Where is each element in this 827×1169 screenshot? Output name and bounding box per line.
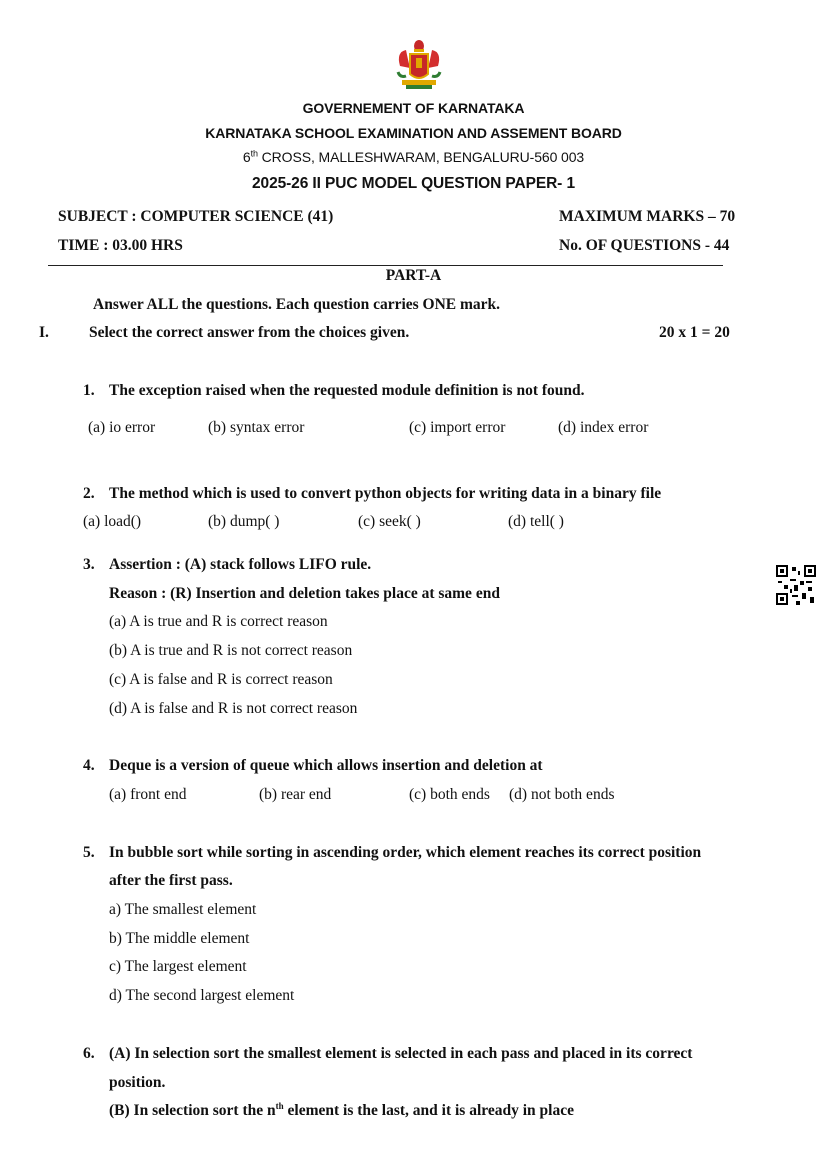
header-line-1: GOVERNEMENT OF KARNATAKA xyxy=(302,100,525,116)
option: (c) both ends xyxy=(409,786,490,803)
option: (a) io error xyxy=(88,419,156,436)
option: b) The middle element xyxy=(109,930,250,947)
question-number: 2. xyxy=(83,485,95,502)
header-line-2: KARNATAKA SCHOOL EXAMINATION AND ASSEMENT BOARD xyxy=(205,125,622,141)
qr-code-icon xyxy=(776,565,816,605)
option: (c) seek( ) xyxy=(358,513,421,530)
section-number: I. xyxy=(39,324,49,341)
option: (a) front end xyxy=(109,786,187,803)
option: (b) rear end xyxy=(259,786,332,803)
num-questions: No. OF QUESTIONS - 44 xyxy=(559,237,730,254)
question-number: 3. xyxy=(83,556,95,573)
question-number: 5. xyxy=(83,844,95,861)
option: (b) syntax error xyxy=(208,419,305,436)
max-marks: MAXIMUM MARKS – 70 xyxy=(559,208,736,225)
subject: SUBJECT : COMPUTER SCIENCE (41) xyxy=(58,208,334,225)
question-text-b: (B) In selection sort the $n^{th}$ element is the last, and it is already in place xyxy=(109,1100,574,1119)
option: (a) load() xyxy=(83,513,142,530)
question-text: The exception raised when the requested module definition is not found. xyxy=(109,382,585,399)
option: (d) A is false and R is not correct reason xyxy=(109,700,358,717)
divider xyxy=(48,265,723,266)
reason-text: Reason : (R) Insertion and deletion takes place at same end xyxy=(109,585,500,602)
option: (a) A is true and R is correct reason xyxy=(109,613,328,630)
option: (b) dump( ) xyxy=(208,513,280,530)
option: (c) A is false and R is correct reason xyxy=(109,671,333,688)
option: (d) tell( ) xyxy=(508,513,564,530)
option: (b) A is true and R is not correct reason xyxy=(109,642,353,659)
question-text: (A) In selection sort the smallest element is selected in each pass and placed in its correct xyxy=(109,1045,693,1062)
section-marks: 20 x 1 = 20 xyxy=(659,324,730,341)
question-text-cont: after the first pass. xyxy=(109,872,233,889)
option: (c) import error xyxy=(409,419,506,436)
option: a) The smallest element xyxy=(109,901,257,918)
option: (d) not both ends xyxy=(509,786,615,803)
paper-title: 2025-26 II PUC MODEL QUESTION PAPER- 1 xyxy=(252,175,575,192)
question-number: 1. xyxy=(83,382,95,399)
section-text: Select the correct answer from the choices given. xyxy=(89,324,410,341)
header-line-3: 6th CROSS, MALLESHWARAM, BENGALURU-560 003 xyxy=(242,148,585,165)
question-number: 4. xyxy=(83,757,95,774)
question-number: 6. xyxy=(83,1045,95,1062)
part-title: PART-A xyxy=(385,267,442,284)
option: c) The largest element xyxy=(109,958,247,975)
question-text: In bubble sort while sorting in ascending order, which element reaches its correct position xyxy=(109,844,702,861)
instruction: Answer ALL the questions. Each question carries ONE mark. xyxy=(93,296,501,313)
question-text: The method which is used to convert python objects for writing data in a binary file xyxy=(109,485,662,502)
option: d) The second largest element xyxy=(109,987,295,1004)
time: TIME : 03.00 HRS xyxy=(58,237,183,254)
assertion-text: Assertion : (A) stack follows LIFO rule. xyxy=(109,556,372,573)
question-text: Deque is a version of queue which allows insertion and deletion at xyxy=(109,757,543,774)
option: (d) index error xyxy=(558,419,649,436)
question-text-cont: position. xyxy=(109,1074,166,1091)
karnataka-emblem-icon xyxy=(390,38,448,92)
